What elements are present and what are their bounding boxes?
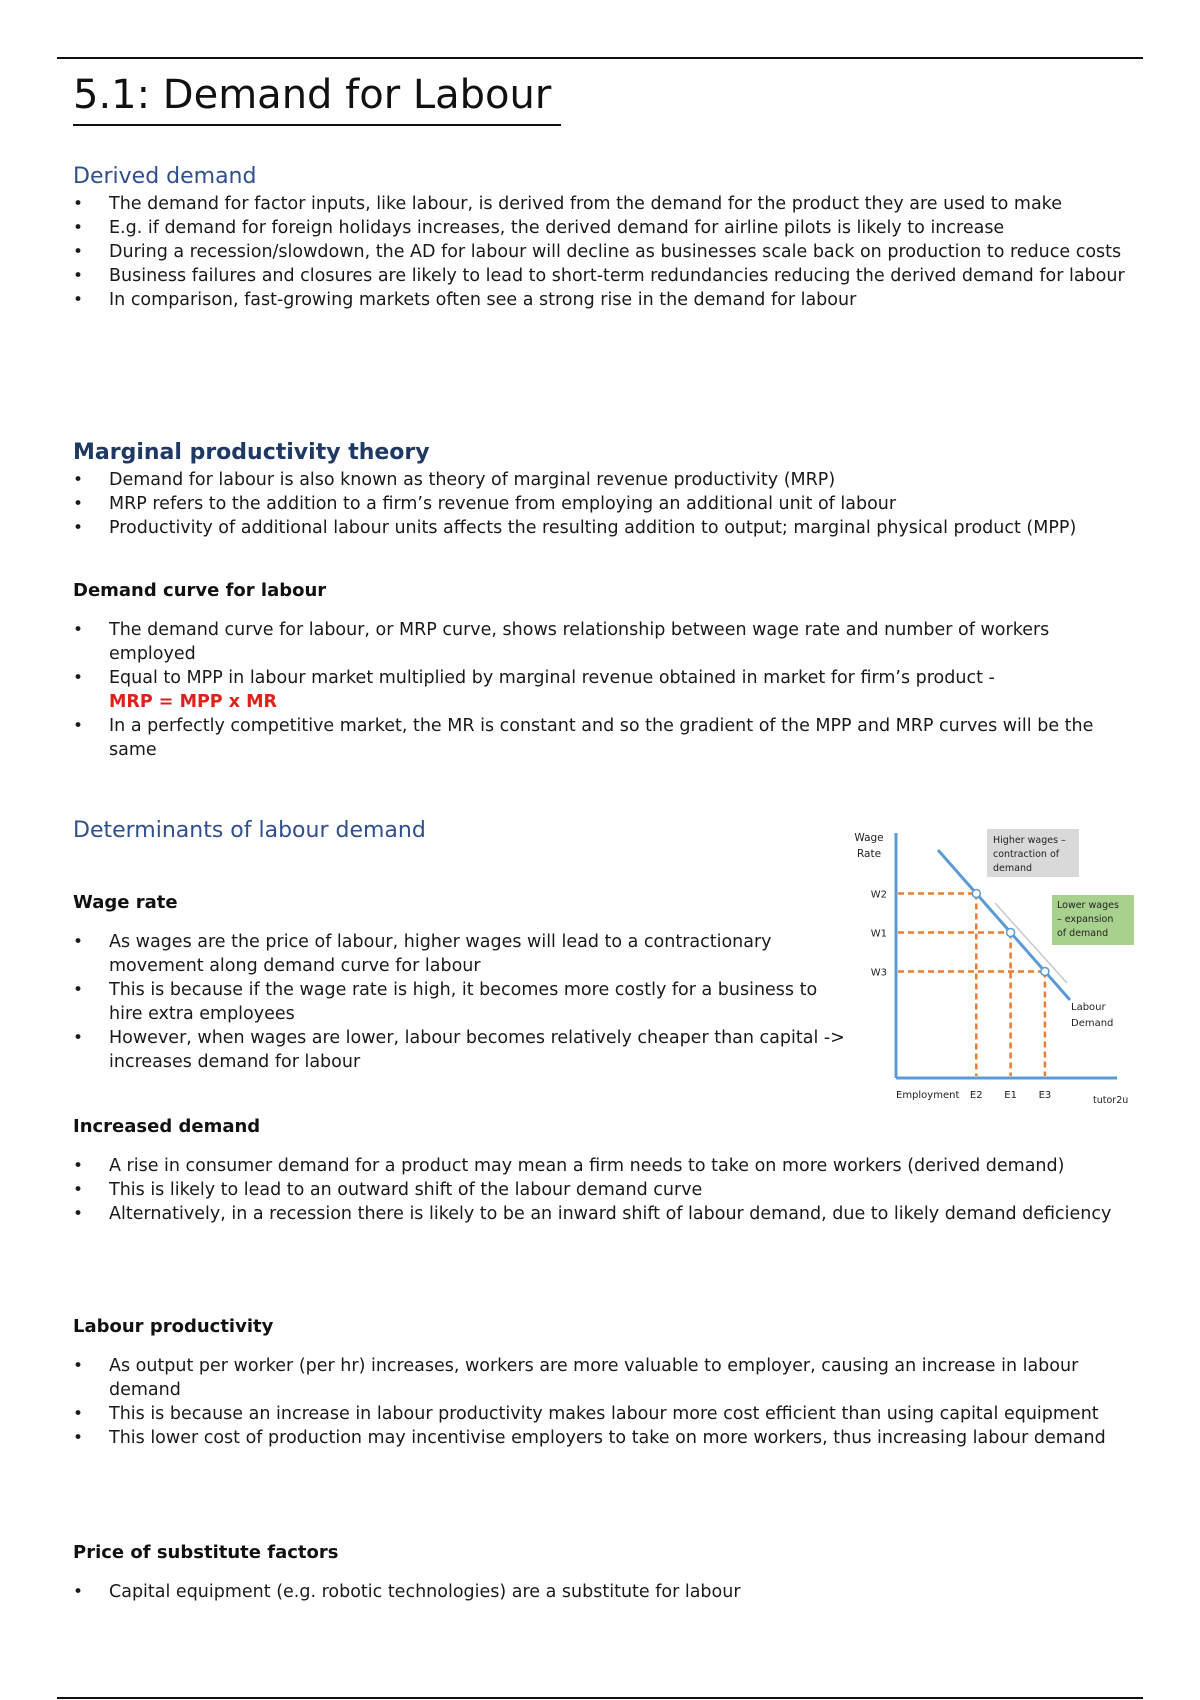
list-item: • Business failures and closures are likely to lead to short-term redundancies reducing the derived demand for labour	[73, 264, 1133, 288]
wage-rate-heading: Wage rate	[73, 892, 178, 913]
point-w2-e2	[972, 890, 980, 898]
list-item: • Alternatively, in a recession there is likely to be an inward shift of labour demand, due to likely demand deficiency	[73, 1202, 1133, 1226]
list-item: • The demand for factor inputs, like labour, is derived from the demand for the product they are used to make	[73, 192, 1133, 216]
list-item: • During a recession/slowdown, the AD for labour will decline as businesses scale back on production to reduce costs	[73, 240, 1133, 264]
mpt-list	[73, 468, 1133, 540]
top-rule	[57, 57, 1143, 59]
higher-wages-label-2: contraction of	[993, 849, 1060, 860]
x-tick-e1: E1	[1004, 1090, 1017, 1101]
curve-label-1: Labour	[1071, 1002, 1106, 1013]
mrp-text: Equal to MPP in labour market multiplied by marginal revenue obtained in market for firm’s product -	[109, 668, 995, 688]
list-item: • Capital equipment (e.g. robotic technologies) are a substitute for labour	[73, 1580, 1133, 1604]
point-w1-e1	[1007, 929, 1015, 937]
lower-wages-label-3: of demand	[1057, 928, 1109, 939]
list-item: • In comparison, fast-growing markets often see a strong rise in the demand for labour	[73, 288, 1133, 312]
labour-demand-chart	[845, 815, 1135, 1110]
increased-demand-section	[73, 1114, 1133, 1226]
productivity-heading: Labour productivity	[73, 1316, 274, 1337]
list-item: • E.g. if demand for foreign holidays increases, the derived demand for airline pilots is likely to increase	[73, 216, 1133, 240]
substitute-section	[73, 1540, 1133, 1604]
y-tick-w2: W2	[870, 889, 887, 901]
list-item: • In a perfectly competitive market, the MR is constant and so the gradient of the MPP and MRP curves will be the same	[73, 714, 1133, 762]
mrp-formula: MRP = MPP x MR	[109, 692, 277, 712]
increased-demand-list	[73, 1154, 1133, 1226]
list-item: • As output per worker (per hr) increases, workers are more valuable to employer, causing an increase in labour demand	[73, 1354, 1133, 1402]
list-item: • This is because an increase in labour productivity makes labour more cost efficient than using capital equipment	[73, 1402, 1133, 1426]
list-item: • This is likely to lead to an outward shift of the labour demand curve	[73, 1178, 1133, 1202]
productivity-list	[73, 1354, 1133, 1450]
list-item	[73, 666, 1133, 714]
x-tick-e2: E2	[969, 1090, 983, 1101]
determinants-heading: Determinants of labour demand	[73, 818, 426, 843]
lower-wages-label-2: – expansion	[1057, 914, 1114, 925]
mpt-section	[73, 438, 1133, 540]
source-label: tutor2u	[1093, 1095, 1129, 1106]
demand-curve-list	[73, 618, 1133, 762]
y-axis-label-2: Rate	[856, 848, 882, 860]
point-w3-e3	[1041, 968, 1049, 976]
lower-wages-label-1: Lower wages	[1057, 900, 1119, 911]
substitute-list	[73, 1580, 1133, 1604]
increased-demand-heading: Increased demand	[73, 1116, 261, 1137]
y-axis-label-1: Wage	[854, 832, 884, 844]
list-item: • This lower cost of production may incentivise employers to take on more workers, thus increasing labour demand	[73, 1426, 1133, 1450]
higher-wages-label-1: Higher wages –	[993, 835, 1066, 846]
substitute-heading: Price of substitute factors	[73, 1542, 339, 1563]
list-item: • Productivity of additional labour units affects the resulting addition to output; marginal physical product (MPP)	[73, 516, 1133, 540]
y-tick-w1: W1	[870, 928, 887, 940]
list-item: • This is because if the wage rate is high, it becomes more costly for a business to hire extra employees	[73, 978, 849, 1026]
productivity-section	[73, 1314, 1133, 1450]
bottom-rule	[57, 1697, 1143, 1699]
x-axis-label: Employment	[896, 1090, 960, 1101]
mpt-heading: Marginal productivity theory	[73, 440, 430, 465]
higher-wages-label-3: demand	[993, 863, 1033, 874]
list-item: • A rise in consumer demand for a product may mean a firm needs to take on more workers (derived demand)	[73, 1154, 1133, 1178]
y-tick-w3: W3	[870, 967, 887, 979]
page-title: 5.1: Demand for Labour	[73, 66, 561, 126]
list-item: • MRP refers to the addition to a firm’s revenue from employing an additional unit of labour	[73, 492, 1133, 516]
derived-demand-section	[73, 162, 1133, 312]
curve-label-2: Demand	[1071, 1018, 1114, 1029]
demand-curve-section	[73, 578, 1133, 762]
list-item: • The demand curve for labour, or MRP curve, shows relationship between wage rate and number of workers employed	[73, 618, 1133, 666]
list-item: • However, when wages are lower, labour becomes relatively cheaper than capital -> increases demand for labour	[73, 1026, 849, 1074]
list-item: • As wages are the price of labour, higher wages will lead to a contractionary movement along demand curve for labour	[73, 930, 849, 978]
list-item: • Demand for labour is also known as theory of marginal revenue productivity (MRP)	[73, 468, 1133, 492]
derived-demand-heading: Derived demand	[73, 164, 257, 189]
x-tick-e3: E3	[1038, 1090, 1052, 1101]
demand-curve-heading: Demand curve for labour	[73, 580, 327, 601]
derived-demand-list	[73, 192, 1133, 312]
